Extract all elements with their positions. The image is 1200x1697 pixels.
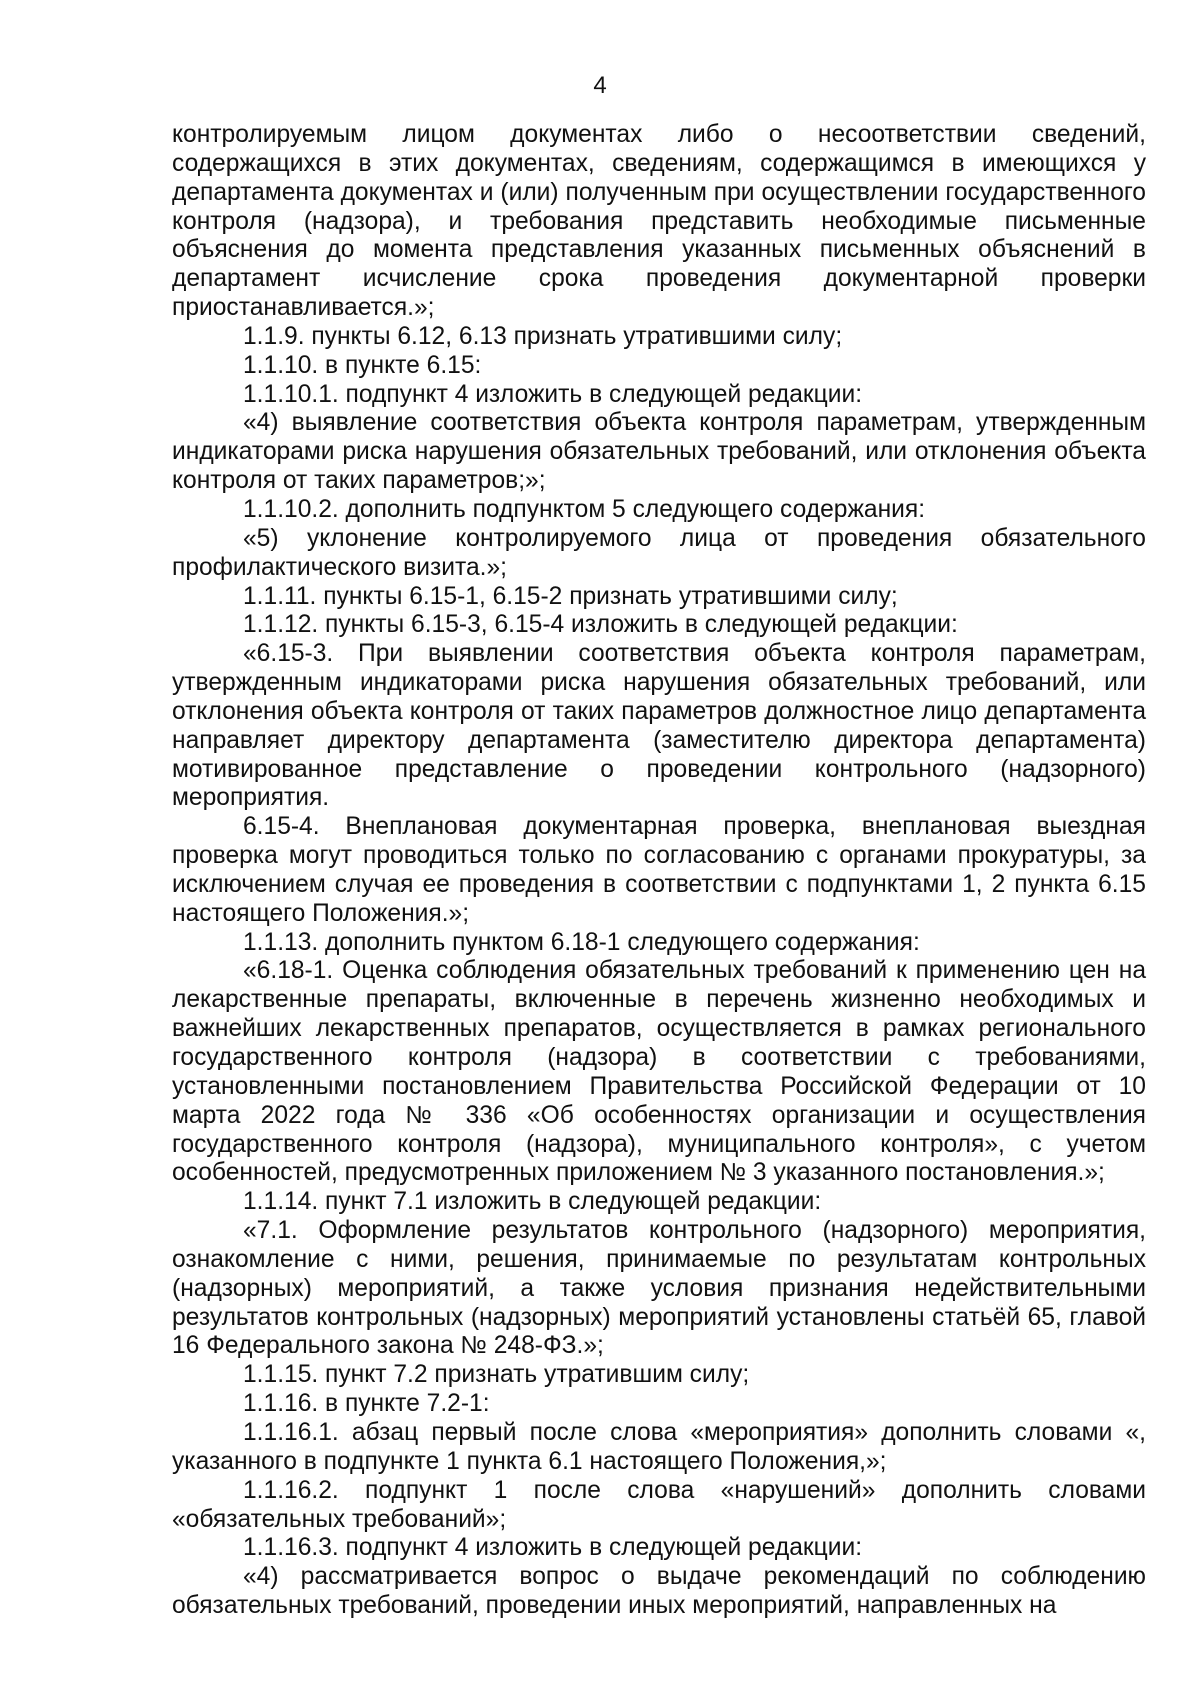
paragraph-1-1-12: 1.1.12. пункты 6.15-3, 6.15-4 изложить в следующей редакции: [243, 611, 958, 639]
paragraph-1-1-9: 1.1.9. пункты 6.12, 6.13 признать утратившими силу; [243, 322, 843, 350]
paragraph-1-1-14: 1.1.14. пункт 7.1 изложить в следующей редакции: [243, 1188, 822, 1216]
paragraph-1-1-11: 1.1.11. пункты 6.15-1, 6.15-2 признать утратившими силу; [243, 582, 898, 610]
paragraph-1-1-16-2: 1.1.16.2. подпункт 1 после слова «нарушений» дополнить словами «обязательных требований»; [172, 1476, 1146, 1533]
document-body [172, 121, 1146, 1621]
paragraph-1-1-10-1: 1.1.10.1. подпункт 4 изложить в следующей редакции: [243, 380, 863, 408]
paragraph-quote-4: «4) выявление соответствия объекта контроля параметрам, утвержденным индикаторами риска нарушения обязательных требований, или отклонения объекта контроля от таких параметров;»; [172, 409, 1146, 495]
paragraph-quote-7-1: «7.1. Оформление результатов контрольного (надзорного) мероприятия, ознакомление с ними, решения, принимаемые по результатам контрольных (надзорных) мероприятий, а также условия признания недействительными результатов контрольных (надзорных) мероприятий установлены статьёй 65, главой 16 Федерального закона № 248-ФЗ.»; [172, 1217, 1146, 1360]
paragraph-quote-5: «5) уклонение контролируемого лица от проведения обязательного профилактического визита.»; [172, 524, 1146, 581]
paragraph-1-1-16-1: 1.1.16.1. абзац первый после слова «мероприятия» дополнить словами «, указанного в подпункте 1 пункта 6.1 настоящего Положения,»; [172, 1418, 1146, 1475]
paragraph-quote-4-recommendations: «4) рассматривается вопрос о выдаче рекомендаций по соблюдению обязательных требований, проведении иных мероприятий, направленных на [172, 1563, 1146, 1620]
paragraph-1-1-15: 1.1.15. пункт 7.2 признать утратившим силу; [243, 1361, 750, 1389]
paragraph-6-15-4: 6.15-4. Внеплановая документарная проверка, внеплановая выездная проверка могут проводиться только по согласованию с органами прокуратуры, за исключением случая ее проведения в соответствии с подпунктами 1, 2 пункта 6.15 настоящего Положения.»; [172, 813, 1146, 927]
paragraph-quote-6-15-3: «6.15-3. При выявлении соответствия объекта контроля параметрам, утвержденным индикаторами риска нарушения обязательных требований, или отклонения объекта контроля от таких параметров должностное лицо департамента направляет директору департамента (заместителю директора департамента) мотивированное представление о проведении контрольного (надзорного) мероприятия. [172, 640, 1146, 812]
paragraph-1-1-16-3: 1.1.16.3. подпункт 4 изложить в следующей редакции: [243, 1534, 863, 1562]
paragraph-continuation: контролируемым лицом документах либо о несоответствии сведений, содержащихся в этих документах, сведениям, содержащимся в имеющихся у департамента документах и (или) полученным при осуществлении государственного контроля (надзора), и требования представить необходимые письменные объяснения до момента представления указанных письменных объяснений в департамент исчисление срока проведения документарной проверки приостанавливается.»; [172, 121, 1146, 322]
page-number: 4 [593, 72, 607, 99]
paragraph-1-1-10-2: 1.1.10.2. дополнить подпунктом 5 следующего содержания: [243, 495, 926, 523]
paragraph-quote-6-18-1: «6.18-1. Оценка соблюдения обязательных требований к применению цен на лекарственные препараты, включенные в перечень жизненно необходимых и важнейших лекарственных препаратов, осуществляется в рамках регионального государственного контроля (надзора) в соответствии с требованиями, установленными постановлением Правительства Российской Федерации от 10 марта 2022 года № 336 «Об особенностях организации и осуществления государственного контроля (надзора), муниципального контроля», с учетом особенностей, предусмотренных приложением № 3 указанного постановления.»; [172, 957, 1146, 1187]
paragraph-1-1-16: 1.1.16. в пункте 7.2-1: [243, 1390, 490, 1418]
paragraph-1-1-13: 1.1.13. дополнить пунктом 6.18-1 следующего содержания: [243, 928, 920, 956]
paragraph-1-1-10: 1.1.10. в пункте 6.15: [243, 351, 482, 379]
